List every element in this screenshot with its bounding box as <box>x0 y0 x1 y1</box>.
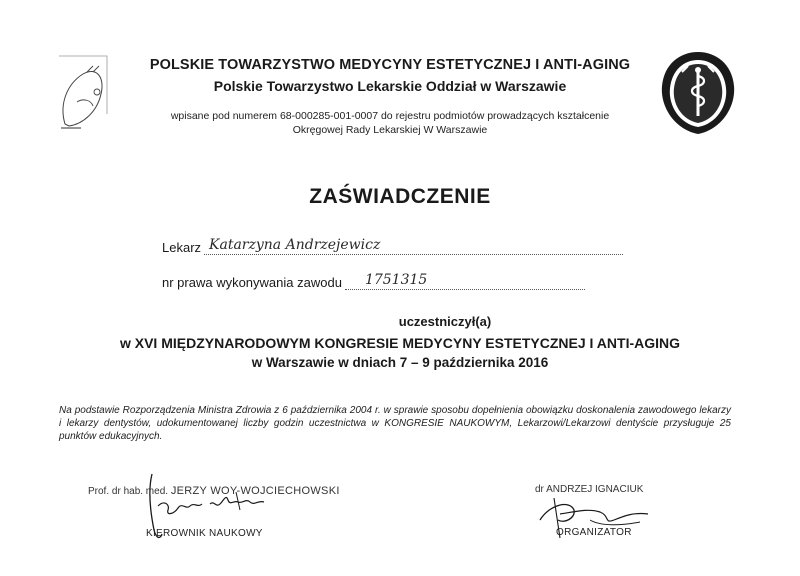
doctor-name: Katarzyna Andrzejewicz <box>209 237 381 253</box>
license-field <box>162 271 585 290</box>
scientific-director-prefix: Prof. dr hab. med. <box>88 486 169 497</box>
scientific-director-role: KIEROWNIK NAUKOWY <box>146 528 263 539</box>
organizer-role: ORGANIZATOR <box>556 527 632 538</box>
congress-name: w XVI MIĘDZYNARODOWYM KONGRESIE MEDYCYNY ESTETYCZNEJ I ANTI-AGING <box>119 335 681 351</box>
organizer-name: ANDRZEJ IGNACIUK <box>546 484 644 495</box>
medical-seal-icon <box>658 50 738 136</box>
license-number-line <box>345 271 585 290</box>
legal-basis-text: Na podstawie Rozporządzenia Ministra Zdrowia z 6 października 2004 r. w sprawie sposobu dopełnienia obowiązku doskonalenia zawodowego lekarzy i lekarzy dentystów, udokumentowanej liczby godzin uczestnictwa w KONGRESIE NAUKOWYM, Lekarzowi/Lekarzowi dentyście przysługuje 25 punktów edukacyjnych. <box>59 405 731 442</box>
license-label: nr prawa wykonywania zawodu <box>162 275 342 290</box>
participation-text: uczestniczył(a) <box>398 314 492 329</box>
license-number: 1751315 <box>364 272 428 288</box>
organization-branch: Polskie Towarzystwo Lekarskie Oddział w Warszawie <box>213 78 567 94</box>
document-title: ZAŚWIADCZENIE <box>309 185 491 208</box>
registration-line-2: Okręgowej Rady Lekarskiej W Warszawie <box>292 124 488 136</box>
congress-dates: w Warszawie w dniach 7 – 9 października 2016 <box>251 355 549 370</box>
organizer-prefix: dr <box>535 484 544 495</box>
registration-line-1: wpisane pod numerem 68-000285-001-0007 do rejestru podmiotów prowadzących kształcenie <box>170 110 610 122</box>
doctor-field <box>162 236 623 255</box>
doctor-name-line <box>204 236 623 255</box>
organization-name: POLSKIE TOWARZYSTWO MEDYCYNY ESTETYCZNEJ I ANTI-AGING <box>149 57 631 73</box>
society-logo-icon <box>57 54 109 134</box>
doctor-label: Lekarz <box>162 240 202 255</box>
scientific-director-name: JERZY WOY-WOJCIECHOWSKI <box>170 485 340 497</box>
